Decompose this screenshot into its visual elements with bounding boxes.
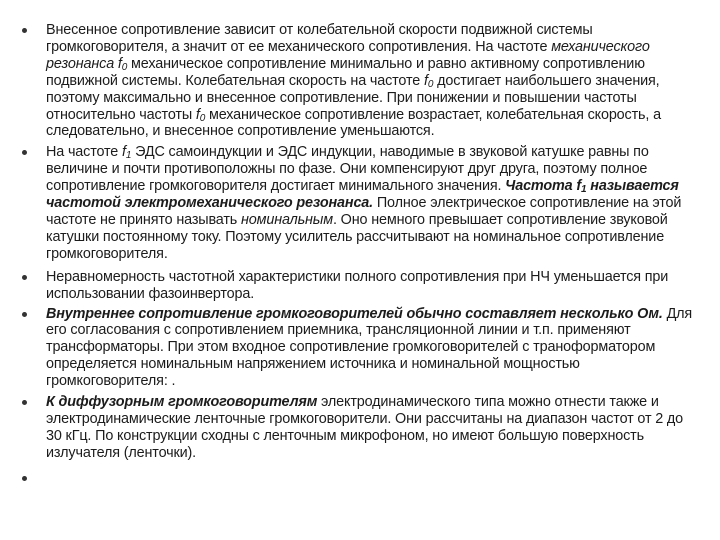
bullet-dot-icon: [22, 150, 27, 155]
frequency-subscript: 1: [125, 150, 132, 162]
text-segment: достигает наибольшего значения, поэтому максимально и внесенное сопротивление. При понижении и повышении частоты относительно частоты: [46, 72, 660, 123]
italic-term: механического резонанса: [46, 38, 650, 72]
emphasis-text: Частота: [505, 178, 577, 195]
text-segment: Полное электрическое сопротивление на этой частоте не принято называть: [46, 195, 682, 228]
bullet-item-electromechanical-resonance: [22, 144, 700, 262]
bullet-item-diffuser-speakers: [22, 394, 700, 462]
text-segment: . Оно немного превышает сопротивление звуковой катушки постоянному току. Поэтому усилитель рассчитывают на номинальное сопротивление громкоговорителя.: [46, 211, 668, 262]
text-segment: Неравномерность частотной характеристики полного сопротивления при НЧ уменьшается при использовании фазоинвертора.: [46, 268, 669, 302]
text-segment: Внесенное сопротивление зависит от колебательной скорости подвижной системы громкоговорителя, а значит от ее механического сопротивления. На частоте: [46, 22, 593, 55]
frequency-subscript: 0: [121, 61, 128, 73]
frequency-subscript: 0: [199, 112, 206, 124]
bullet-dot-icon: [22, 275, 27, 280]
text-segment: ЭДС самоиндукции и ЭДС индукции, наводимые в звуковой катушке равны по величине и почти противоположны по фазе. Они компенсируют друг друга, поэтому полное сопротивление громкоговорителя достигает минимального значения.: [46, 144, 649, 195]
text-segment: электродинамического типа можно отнести также и электродинамические ленточные громкоговорители. Они рассчитаны на диапазон частот от 2 до 30 кГц. По конструкции сходны с ленточным микрофоном, но имеют большую поверхность излучателя (ленточки).: [46, 394, 684, 461]
frequency-subscript: 1: [581, 184, 587, 196]
bullet-dot-icon: [22, 400, 27, 405]
emphasis-text: Внутреннее сопротивление громкоговорителей обычно составляет несколько Ом.: [46, 305, 663, 322]
bullet-item-phase-inverter: [22, 269, 700, 303]
frequency-subscript: 0: [427, 78, 434, 90]
text-segment: механическое сопротивление минимально и равно активному сопротивлению подвижной системы. Колебательная скорость на частоте: [46, 55, 645, 89]
frequency-symbol: f: [576, 178, 582, 195]
frequency-symbol: f: [117, 55, 122, 72]
text-segment: механическое сопротивление возрастает, колебательная скорость, а следовательно, и внесенное сопротивление уменьшаются.: [46, 106, 661, 140]
bullet-dot-icon: [22, 312, 27, 317]
emphasis-text: К диффузорным громкоговорителям: [46, 394, 318, 411]
italic-term: номинальным: [241, 211, 333, 228]
text-segment: Для его согласования с сопротивлением приемника, трансляционной линии и т.п. применяют трансформаторы. При этом входное сопротивление громкоговорителей с траноформатором определяется номинальным напряжением источника и номинальной мощностью громкоговорителя: .: [46, 305, 693, 390]
bullet-dot-icon: [22, 28, 27, 33]
emphasis-text: называется частотой электромеханического резонанса.: [46, 178, 679, 212]
bullet-item-resistance: [22, 22, 700, 140]
frequency-symbol: f: [423, 72, 428, 89]
frequency-symbol: f: [122, 144, 126, 161]
frequency-symbol: f: [195, 106, 200, 123]
bullet-item-internal-resistance: [22, 306, 700, 391]
text-segment: На частоте: [46, 144, 122, 161]
bullet-item-empty: [22, 470, 700, 487]
bullet-dot-icon: [22, 476, 27, 481]
bullet-list: [22, 22, 700, 487]
